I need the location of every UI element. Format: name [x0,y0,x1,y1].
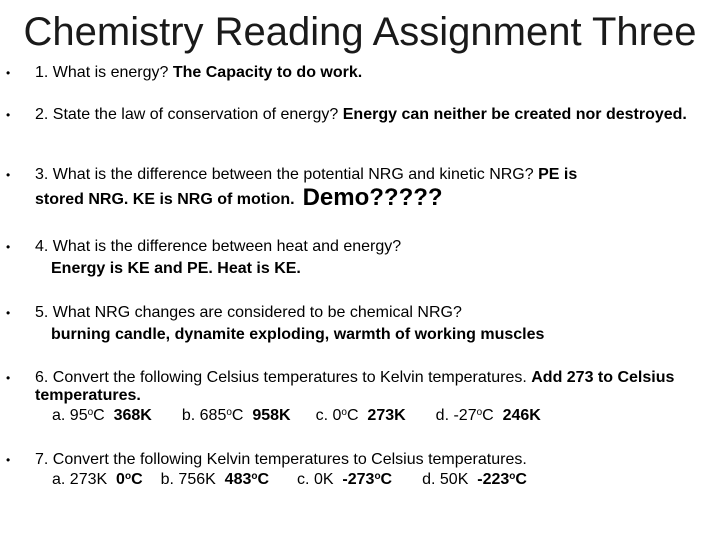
bullet: • [6,453,11,467]
q7-part-d: d. 50K -223$^o$C [422,471,527,488]
q6-part-a: a. 95$^o$C 368K [52,407,152,424]
question-1-prompt: 1. What is energy? [35,64,173,81]
question-7-text [35,451,705,489]
q7-part-a: a. 273K 0$^o$C [52,471,143,488]
question-2-prompt: 2. State the law of conservation of energy? [35,106,343,123]
question-6-text [35,369,705,425]
question-6-prompt: 6. Convert the following Celsius temperatures to Kelvin temperatures. [35,369,532,386]
question-4-text [35,238,705,278]
question-3-text [35,166,705,209]
q6-part-b: b. 685$^o$C 958K [181,407,291,424]
question-4-answer: Energy is KE and PE. Heat is KE. [51,260,301,277]
question-3-answer-part1: PE is [538,166,578,183]
bullet: • [6,371,11,385]
question-2-answer: Energy can neither be created nor destroyed. [342,106,687,123]
question-5-answer: burning candle, dynamite exploding, warmth of working muscles [51,326,545,343]
bullet: • [6,306,11,320]
question-1-text [35,64,705,82]
question-6-answer: Add 273 to Celsius temperatures. [35,369,675,404]
q7-part-b: b. 756K 483$^o$C [160,471,270,488]
q6-part-c: c. 0$^o$C 273K [315,407,406,424]
question-3-answer-part2: stored NRG. KE is NRG of motion. [35,191,295,208]
question-1-answer: The Capacity to do work. [172,64,363,81]
q6-part-d: d. -27$^o$C 246K [435,407,541,424]
question-6-parts [35,407,705,425]
question-7-parts [35,471,705,489]
question-3-prompt: 3. What is the difference between the potential NRG and kinetic NRG? [35,166,539,183]
question-5-text [35,304,705,344]
demo-callout: Demo????? [302,184,443,211]
question-5-prompt: 5. What NRG changes are considered to be chemical NRG? [35,304,462,321]
question-2-text [35,106,705,124]
bullet: • [6,66,11,80]
bullet: • [6,240,11,254]
bullet: • [6,168,11,182]
bullet: • [6,108,11,122]
page-title: Chemistry Reading Assignment Three [23,10,697,54]
question-7-prompt: 7. Convert the following Kelvin temperatures to Celsius temperatures. [35,451,527,468]
q7-part-c: c. 0K -273$^o$C [297,471,393,488]
question-4-prompt: 4. What is the difference between heat and energy? [35,238,402,255]
